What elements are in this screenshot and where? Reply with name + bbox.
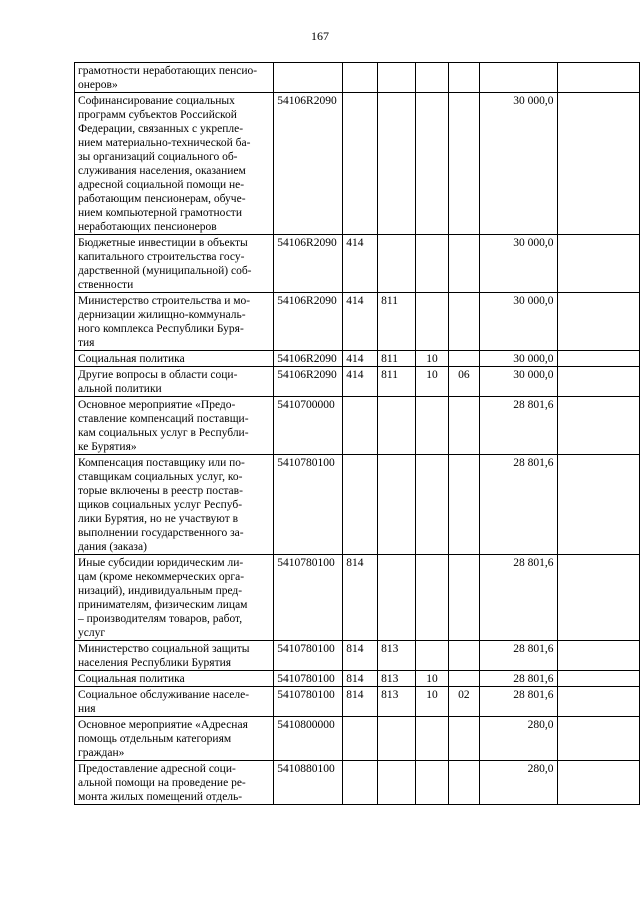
cell-sum1: 30 000,0: [479, 367, 557, 397]
cell-sum1: 30 000,0: [479, 351, 557, 367]
cell-csr: 54106R2090: [274, 293, 343, 351]
cell-csr: 5410880100: [274, 761, 343, 805]
cell-pr: [448, 293, 479, 351]
cell-sum1: [479, 63, 557, 93]
cell-rz: [416, 293, 449, 351]
cell-sum1: 28 801,6: [479, 641, 557, 671]
cell-name: Министерство социальной защиты населения Республики Бурятия: [75, 641, 274, 671]
cell-pr: [448, 455, 479, 555]
cell-name: Другие вопросы в области соци- альной политики: [75, 367, 274, 397]
cell-pr: [448, 717, 479, 761]
cell-vr: [343, 93, 378, 235]
table-row: [75, 293, 640, 351]
cell-sum1: 28 801,6: [479, 455, 557, 555]
cell-sum1: 30 000,0: [479, 235, 557, 293]
cell-vr: 414: [343, 367, 378, 397]
cell-gr: [378, 397, 416, 455]
table-row: [75, 93, 640, 235]
cell-sum2: [557, 93, 640, 235]
cell-rz: 10: [416, 351, 449, 367]
table-row: [75, 761, 640, 805]
cell-sum2: [557, 641, 640, 671]
table-row: [75, 671, 640, 687]
cell-sum1: 28 801,6: [479, 397, 557, 455]
cell-sum2: [557, 397, 640, 455]
cell-name: Бюджетные инвестиции в объекты капитального строительства госу- дарственной (муниципальной) соб- ственности: [75, 235, 274, 293]
cell-pr: 02: [448, 687, 479, 717]
cell-name: Министерство строительства и мо- дернизации жилищно-коммуналь- ного комплекса Республики Буря- тия: [75, 293, 274, 351]
cell-pr: [448, 641, 479, 671]
cell-gr: [378, 93, 416, 235]
cell-csr: 5410780100: [274, 641, 343, 671]
cell-name: Предоставление адресной соци- альной помощи на проведение ре- монта жилых помещений отдель-: [75, 761, 274, 805]
cell-sum2: [557, 367, 640, 397]
cell-gr: [378, 717, 416, 761]
cell-vr: 414: [343, 351, 378, 367]
table-row: [75, 367, 640, 397]
cell-rz: [416, 455, 449, 555]
cell-pr: 06: [448, 367, 479, 397]
cell-vr: [343, 717, 378, 761]
cell-vr: [343, 63, 378, 93]
cell-pr: [448, 671, 479, 687]
cell-gr: 813: [378, 687, 416, 717]
cell-sum1: 28 801,6: [479, 671, 557, 687]
cell-pr: [448, 63, 479, 93]
cell-name: Софинансирование социальных программ субъектов Российской Федерации, связанных с укрепле- нием материально-технической ба- зы организаций социального об- служивания населения, оказанием адресной социальной помощи не- работающим пенсионерам, обуче- нием компьютерной грамотности неработающих пенсионеров: [75, 93, 274, 235]
cell-sum2: [557, 555, 640, 641]
cell-sum2: [557, 455, 640, 555]
cell-pr: [448, 351, 479, 367]
cell-gr: [378, 455, 416, 555]
cell-csr: 54106R2090: [274, 235, 343, 293]
cell-gr: [378, 63, 416, 93]
table-row: [75, 687, 640, 717]
cell-vr: 414: [343, 235, 378, 293]
cell-vr: 814: [343, 641, 378, 671]
table-body: [75, 63, 640, 805]
cell-name: Социальная политика: [75, 351, 274, 367]
cell-rz: [416, 397, 449, 455]
cell-gr: 813: [378, 641, 416, 671]
cell-sum2: [557, 761, 640, 805]
cell-sum1: 28 801,6: [479, 687, 557, 717]
cell-gr: 811: [378, 367, 416, 397]
cell-sum2: [557, 63, 640, 93]
cell-rz: [416, 717, 449, 761]
cell-csr: 54106R2090: [274, 93, 343, 235]
cell-gr: 811: [378, 351, 416, 367]
cell-sum2: [557, 717, 640, 761]
cell-sum2: [557, 687, 640, 717]
cell-vr: 814: [343, 687, 378, 717]
cell-csr: 5410700000: [274, 397, 343, 455]
cell-name: грамотности неработающих пенсио- онеров»: [75, 63, 274, 93]
cell-vr: [343, 397, 378, 455]
table-row: [75, 351, 640, 367]
cell-vr: 414: [343, 293, 378, 351]
table-row: [75, 235, 640, 293]
table-row: [75, 455, 640, 555]
cell-name: Социальное обслуживание населе- ния: [75, 687, 274, 717]
cell-gr: [378, 555, 416, 641]
cell-name: Иные субсидии юридическим ли- цам (кроме некоммерческих орга- низаций), индивидуальным пред- принимателям, физическим лицам – производителям товаров, работ, услуг: [75, 555, 274, 641]
cell-gr: 813: [378, 671, 416, 687]
cell-csr: 5410780100: [274, 671, 343, 687]
cell-rz: [416, 235, 449, 293]
table-row: [75, 397, 640, 455]
cell-sum2: [557, 235, 640, 293]
cell-csr: 54106R2090: [274, 367, 343, 397]
cell-csr: 5410780100: [274, 555, 343, 641]
cell-gr: [378, 235, 416, 293]
table-row: [75, 63, 640, 93]
cell-rz: [416, 555, 449, 641]
cell-sum1: 30 000,0: [479, 293, 557, 351]
cell-sum1: 280,0: [479, 717, 557, 761]
cell-csr: [274, 63, 343, 93]
cell-name: Социальная политика: [75, 671, 274, 687]
cell-rz: 10: [416, 367, 449, 397]
cell-pr: [448, 93, 479, 235]
cell-csr: 5410780100: [274, 455, 343, 555]
cell-rz: [416, 93, 449, 235]
cell-vr: 814: [343, 555, 378, 641]
cell-name: Компенсация поставщику или по- ставщикам социальных услуг, ко- торые включены в реестр постав- щиков социальных услуг Респуб- лики Бурятия, но не участвуют в выполнении государственного за- дания (заказа): [75, 455, 274, 555]
cell-pr: [448, 555, 479, 641]
page-number: 167: [311, 29, 329, 43]
cell-gr: [378, 761, 416, 805]
cell-rz: [416, 63, 449, 93]
cell-csr: 5410780100: [274, 687, 343, 717]
cell-rz: [416, 641, 449, 671]
table-row: [75, 717, 640, 761]
cell-gr: 811: [378, 293, 416, 351]
cell-pr: [448, 397, 479, 455]
cell-sum2: [557, 351, 640, 367]
cell-vr: [343, 455, 378, 555]
cell-sum1: 280,0: [479, 761, 557, 805]
cell-name: Основное мероприятие «Предо- ставление компенсаций поставщи- кам социальных услуг в Республи- ке Бурятия»: [75, 397, 274, 455]
cell-pr: [448, 761, 479, 805]
cell-sum1: 28 801,6: [479, 555, 557, 641]
cell-vr: [343, 761, 378, 805]
table-row: [75, 555, 640, 641]
cell-rz: 10: [416, 671, 449, 687]
cell-csr: 5410800000: [274, 717, 343, 761]
cell-pr: [448, 235, 479, 293]
cell-vr: 814: [343, 671, 378, 687]
cell-csr: 54106R2090: [274, 351, 343, 367]
table-row: [75, 641, 640, 671]
cell-rz: 10: [416, 687, 449, 717]
cell-name: Основное мероприятие «Адресная помощь отдельным категориям граждан»: [75, 717, 274, 761]
cell-sum2: [557, 293, 640, 351]
cell-sum1: 30 000,0: [479, 93, 557, 235]
cell-rz: [416, 761, 449, 805]
budget-table: [74, 62, 640, 805]
cell-sum2: [557, 671, 640, 687]
